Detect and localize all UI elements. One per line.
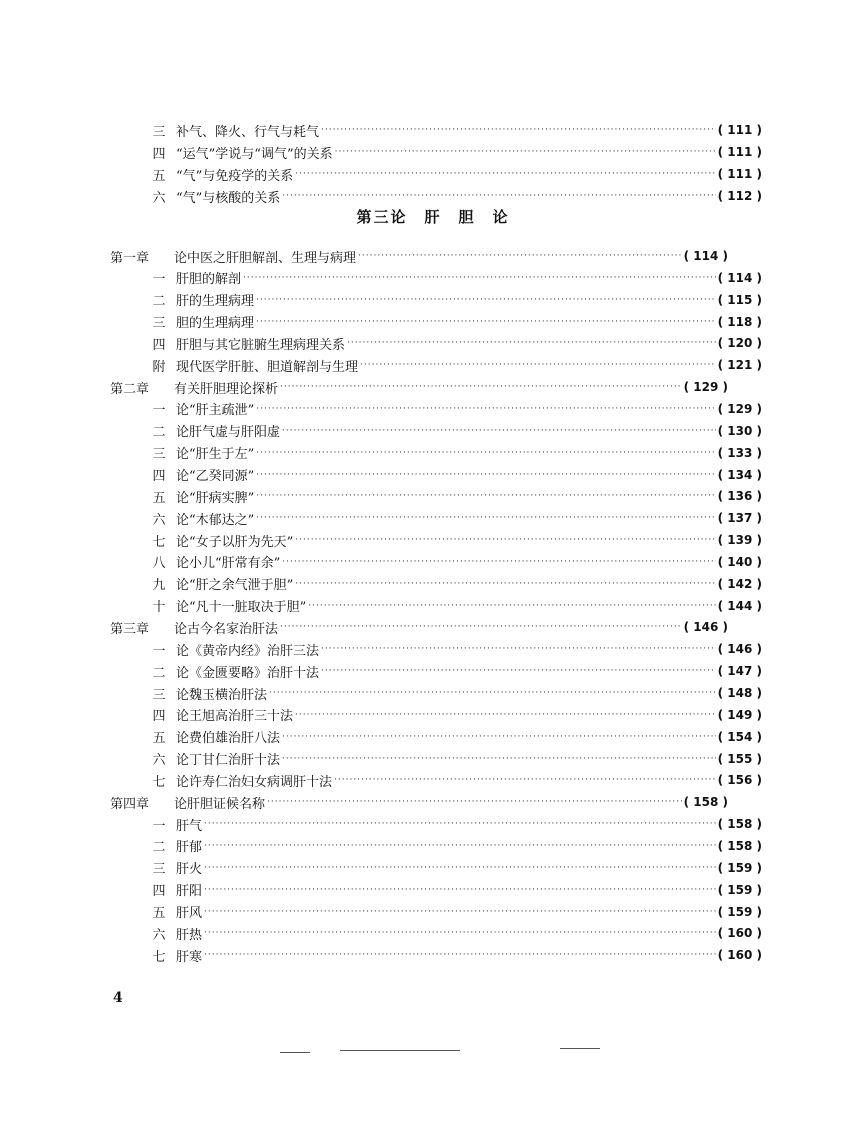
entry-title: 肝胆与其它脏腑生理病理关系: [176, 337, 346, 353]
toc-entry-row: [108, 120, 762, 140]
toc-entry-row: [108, 465, 762, 485]
dot-leader: [280, 382, 682, 392]
toc-entry-row: [108, 880, 762, 900]
page-ref-number: 160: [727, 948, 753, 963]
page-ref-number: 137: [727, 511, 753, 526]
page-ref-number: 129: [727, 401, 753, 416]
dot-leader: [204, 863, 716, 873]
entry-number: 四: [152, 709, 166, 725]
page-ref: ( 114 ): [683, 249, 728, 263]
page-ref: ( 160 ): [717, 926, 762, 941]
entry-title: 论《金匮要略》治肝十法: [176, 665, 320, 681]
entry-title: 肝的生理病理: [176, 294, 255, 310]
dot-leader: [321, 125, 716, 135]
page-ref-number: 112: [727, 189, 753, 203]
dot-leader: [256, 448, 715, 458]
dot-leader: [269, 688, 716, 698]
dot-leader: [295, 535, 715, 545]
entry-title: 论许寿仁治妇女病调肝十法: [176, 774, 333, 790]
entry-number: 四: [152, 337, 166, 353]
entry-title: “气”与免疫学的关系: [176, 168, 294, 184]
entry-number: 附: [152, 359, 166, 375]
entry-number: 四: [152, 146, 166, 162]
entry-title: 论《黄帝内经》治肝三法: [176, 643, 320, 659]
entry-title: 肝阳: [176, 884, 203, 900]
page-ref-number: 140: [727, 554, 753, 569]
page-ref: ( 140 ): [717, 554, 762, 569]
page-ref-number: 114: [693, 249, 719, 263]
dot-leader: [204, 841, 716, 851]
entry-number: 八: [152, 556, 166, 572]
page-ref: ( 154 ): [717, 729, 762, 744]
entry-title: 肝风: [176, 906, 203, 921]
dot-leader: [321, 644, 716, 654]
page-ref: ( 148 ): [717, 686, 762, 700]
toc-chapter-row: [108, 377, 728, 397]
page-ref-number: 146: [727, 642, 753, 657]
toc-entry-row: [108, 552, 762, 572]
part-heading: 第三论 肝 胆 论: [356, 208, 510, 226]
toc-entry-row: [108, 268, 762, 288]
toc-entry-row: [108, 333, 762, 353]
entry-number: 七: [152, 534, 166, 550]
dot-leader: [295, 169, 715, 179]
entry-number: 五: [152, 731, 166, 747]
entry-title: 肝胆的解剖: [176, 272, 242, 288]
dot-leader: [295, 710, 716, 720]
page-ref-number: 134: [727, 467, 753, 482]
page-ref: ( 158 ): [717, 817, 762, 832]
page-ref: ( 129 ): [717, 401, 762, 416]
page-ref-number: 159: [727, 904, 753, 919]
toc-entry-row: [108, 574, 762, 594]
dot-leader: [335, 147, 716, 157]
toc-entry-row: [108, 814, 762, 834]
entry-number: 六: [152, 927, 166, 943]
entry-number: 三: [152, 447, 166, 463]
page-ref-number: 115: [727, 292, 753, 307]
page-ref: ( 149 ): [717, 707, 762, 722]
toc-entry-row: [108, 727, 762, 747]
dot-leader: [358, 251, 682, 261]
page-ref-number: 159: [727, 860, 753, 875]
page-ref-number: 142: [727, 576, 753, 591]
dot-leader: [282, 557, 715, 567]
chapter-label: 第一章: [110, 250, 150, 266]
dot-leader: [256, 470, 715, 480]
dot-leader: [334, 775, 716, 785]
entry-title: 论“肝病实脾”: [176, 490, 255, 506]
toc-entry-row: [108, 142, 762, 162]
dot-leader: [282, 191, 715, 201]
entry-title: 论费伯雄治肝八法: [176, 731, 281, 747]
page-ref: ( 129 ): [683, 380, 728, 395]
toc-entry-row: [108, 923, 762, 943]
entry-number: 三: [152, 862, 166, 878]
dot-leader: [256, 295, 716, 305]
page-ref-number: 136: [727, 489, 753, 504]
entry-title: 论丁甘仁治肝十法: [176, 753, 281, 769]
entry-title: 胆的生理病理: [176, 316, 255, 332]
toc-entry-row: [108, 749, 762, 769]
page-ref: ( 146 ): [717, 642, 762, 657]
page-ref: ( 159 ): [717, 882, 762, 897]
chapter-label: 第四章: [110, 796, 150, 812]
dot-leader: [267, 797, 682, 807]
toc-entry-row: [108, 443, 762, 463]
dot-leader: [321, 666, 716, 676]
page-ref-number: 155: [727, 751, 753, 766]
entry-number: 二: [152, 840, 166, 856]
entry-number: 一: [152, 403, 166, 419]
page-ref-number: 111: [727, 167, 753, 181]
dot-leader: [347, 338, 716, 348]
entry-number: 二: [152, 665, 166, 681]
page-ref-number: 158: [693, 795, 719, 810]
toc-entry-row: [108, 683, 762, 703]
toc-entry-row: [108, 945, 762, 965]
toc-entry-row: [108, 290, 762, 310]
entry-title: 论“肝生于左”: [176, 447, 255, 463]
entry-title: 论小儿“肝常有余”: [176, 556, 281, 572]
entry-number: 七: [152, 949, 166, 965]
entry-title: 论“女子以肝为先天”: [176, 534, 294, 550]
entry-number: 一: [152, 818, 166, 834]
toc-entry-row: [108, 312, 762, 332]
dot-leader: [256, 404, 715, 414]
page-ref-number: 144: [727, 598, 753, 613]
scan-artifact: [280, 1052, 310, 1053]
page-ref-number: 129: [693, 380, 719, 395]
page-ref-number: 146: [693, 620, 719, 635]
entry-number: 五: [152, 168, 166, 184]
page-ref-number: 118: [727, 314, 753, 329]
entry-title: 肝气: [176, 818, 203, 834]
page-ref: ( 134 ): [717, 467, 762, 482]
page-ref: ( 139 ): [717, 533, 762, 548]
dot-leader: [282, 426, 716, 436]
page-ref: ( 160 ): [717, 948, 762, 963]
toc-entry-row: [108, 186, 762, 206]
page-ref-number: 121: [727, 358, 753, 373]
toc-chapter-row: [108, 792, 728, 812]
chapter-label: 第二章: [110, 381, 150, 397]
dot-leader: [282, 754, 716, 764]
dot-leader: [308, 601, 715, 611]
entry-title: 论魏玉横治肝法: [176, 687, 268, 703]
scan-artifact: [340, 1050, 460, 1051]
page-ref: ( 142 ): [717, 576, 762, 591]
page-ref: ( 114 ): [717, 270, 762, 285]
page-ref: ( 112 ): [717, 189, 762, 203]
entry-title: 补气、降火、行气与耗气: [176, 124, 320, 140]
dot-leader: [243, 273, 716, 283]
entry-number: 四: [152, 469, 166, 484]
page-ref-number: 156: [727, 773, 753, 788]
dot-leader: [256, 491, 715, 501]
page-ref: ( 147 ): [717, 664, 762, 679]
page-ref-number: 158: [727, 838, 753, 853]
entry-number: 六: [152, 512, 166, 528]
entry-number: 五: [152, 490, 166, 506]
page-ref: ( 146 ): [683, 620, 728, 635]
dot-leader: [204, 950, 716, 960]
toc-entry-row: [108, 770, 762, 790]
dot-leader: [256, 513, 715, 523]
entry-number: 七: [152, 774, 166, 790]
page-ref: ( 137 ): [717, 511, 762, 526]
page-ref: ( 158 ): [683, 795, 728, 810]
entry-number: 四: [152, 884, 166, 900]
entry-title: 论肝胆证候名称: [174, 796, 266, 812]
toc-entry-row: [108, 421, 762, 441]
entry-number: 六: [152, 753, 166, 769]
entry-title: 论“肝主疏泄”: [176, 403, 255, 419]
toc-entry-row: [108, 596, 762, 616]
page-ref-number: 154: [727, 729, 753, 744]
toc-entry-row: [108, 705, 762, 725]
page-ref: ( 144 ): [717, 598, 762, 613]
entry-title: 肝火: [176, 862, 203, 878]
page-ref-number: 111: [727, 123, 753, 137]
entry-title: 论中医之肝胆解剖、生理与病理: [174, 250, 357, 266]
dot-leader: [204, 907, 716, 917]
dot-leader: [282, 732, 716, 742]
page-ref: ( 130 ): [717, 423, 762, 438]
page-ref: ( 111 ): [717, 123, 762, 137]
page-ref-number: 159: [727, 882, 753, 897]
page-ref: ( 121 ): [717, 358, 762, 373]
entry-title: 论“肝之余气泄于胆”: [176, 578, 294, 594]
entry-title: 肝热: [176, 927, 203, 943]
dot-leader: [204, 928, 716, 938]
toc-entry-row: [108, 486, 762, 506]
page-ref-number: 149: [727, 707, 753, 722]
entry-number: 三: [152, 316, 166, 332]
page-ref: ( 158 ): [717, 838, 762, 853]
toc-entry-row: [108, 530, 762, 550]
toc-entry-row: [108, 399, 762, 419]
toc-entry-row: [108, 836, 762, 856]
entry-number: 一: [152, 272, 166, 288]
entry-number: 二: [152, 425, 166, 441]
page-ref-number: 148: [727, 686, 753, 700]
dot-leader: [360, 360, 716, 370]
toc-entry-row: [108, 661, 762, 681]
page-ref: ( 111 ): [717, 167, 762, 181]
toc-entry-row: [108, 355, 762, 375]
dot-leader: [204, 885, 716, 895]
page-ref: ( 118 ): [717, 314, 762, 329]
entry-title: 肝寒: [176, 949, 203, 965]
toc-chapter-row: [108, 617, 728, 637]
dot-leader: [204, 819, 716, 829]
page-number: 4: [113, 990, 123, 1006]
page-ref-number: 158: [727, 817, 753, 832]
page-ref-number: 111: [727, 145, 753, 159]
entry-number: 九: [152, 578, 166, 594]
toc-entry-row: [108, 639, 762, 659]
page-ref-number: 133: [727, 445, 753, 460]
entry-title: “运气”学说与“调气”的关系: [176, 146, 333, 162]
page-ref: ( 156 ): [717, 773, 762, 788]
entry-number: 三: [152, 687, 166, 703]
entry-title: 论“乙癸同源”: [176, 469, 255, 484]
page-ref: ( 155 ): [717, 751, 762, 766]
entry-title: “气”与核酸的关系: [176, 190, 281, 206]
toc-chapter-row: [108, 246, 728, 266]
entry-title: 论王旭高治肝三十法: [176, 709, 294, 725]
dot-leader: [295, 579, 715, 589]
page-ref: ( 111 ): [717, 145, 762, 159]
page-ref-number: 130: [727, 423, 753, 438]
entry-number: 一: [152, 643, 166, 659]
dot-leader: [280, 622, 682, 632]
toc-entry-row: [108, 858, 762, 878]
page-ref: ( 115 ): [717, 292, 762, 307]
page-ref: ( 159 ): [717, 860, 762, 875]
page-ref: ( 136 ): [717, 489, 762, 504]
dot-leader: [256, 317, 716, 327]
entry-title: 论“木郁达之”: [176, 512, 255, 528]
page-ref: ( 159 ): [717, 904, 762, 919]
toc-entry-row: [108, 508, 762, 528]
page-ref: ( 120 ): [717, 336, 762, 351]
page-ref-number: 160: [727, 926, 753, 941]
page-ref-number: 139: [727, 533, 753, 548]
entry-title: 论“凡十一脏取决于胆”: [176, 600, 307, 616]
entry-number: 三: [152, 124, 166, 140]
toc-entry-row: [108, 164, 762, 184]
page-ref-number: 120: [727, 336, 753, 351]
page-ref: ( 133 ): [717, 445, 762, 460]
entry-number: 五: [152, 906, 166, 921]
page-ref-number: 147: [727, 664, 753, 679]
entry-number: 六: [152, 190, 166, 206]
entry-title: 论古今名家治肝法: [174, 621, 279, 637]
chapter-label: 第三章: [110, 621, 150, 637]
entry-number: 二: [152, 294, 166, 310]
entry-title: 现代医学肝脏、胆道解剖与生理: [176, 359, 359, 375]
entry-number: 十: [152, 600, 166, 616]
entry-title: 肝郁: [176, 840, 203, 856]
toc-entry-row: [108, 902, 762, 922]
scan-artifact: [560, 1048, 600, 1049]
entry-title: 有关肝胆理论探析: [174, 381, 279, 397]
entry-title: 论肝气虚与肝阳虚: [176, 425, 281, 441]
page-ref-number: 114: [727, 270, 753, 285]
